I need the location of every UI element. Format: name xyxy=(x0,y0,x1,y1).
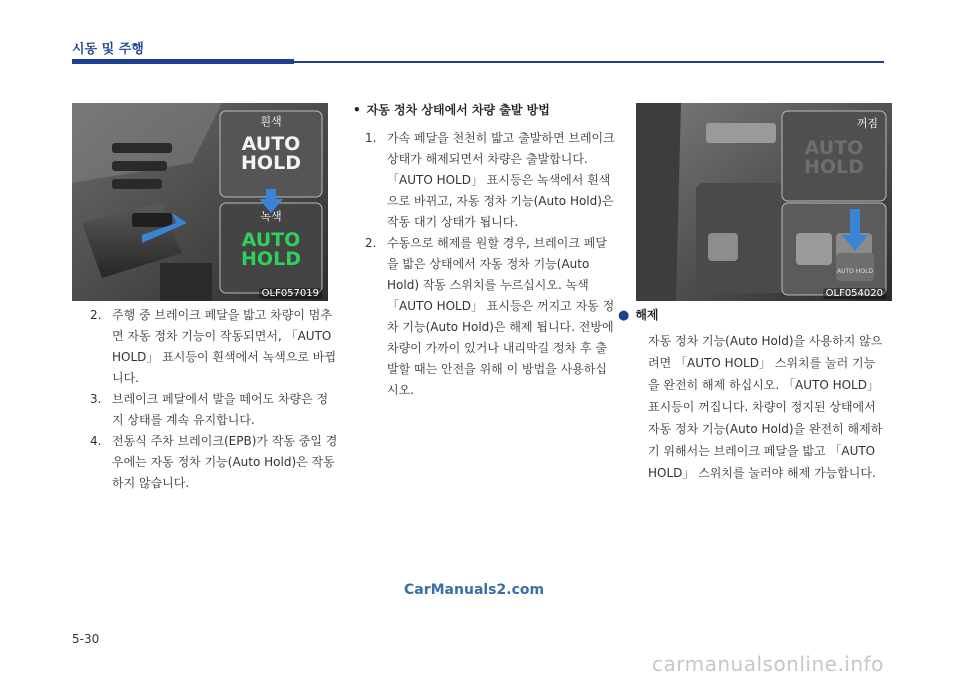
item-number: 4. xyxy=(90,434,102,448)
indicator-line-1: AUTO xyxy=(241,133,301,155)
indicator-line-1: AUTO xyxy=(241,229,301,251)
figure-code: OLF054020 xyxy=(823,288,886,299)
item-text: 전동식 주차 브레이크(EPB)가 작동 중일 경우에는 자동 정차 기능(Auto Hold)은 작동하지 않습니다. xyxy=(112,434,338,490)
indicator-line-2: HOLD xyxy=(241,248,301,270)
heading-text: 자동 정차 상태에서 차량 출발 방법 xyxy=(366,103,550,117)
item-text: 주행 중 브레이크 페달을 밟고 차량이 멈추면 자동 정차 기능이 작동되면서, 「AUTO HOLD」 표시등이 흰색에서 녹색으로 바뀝니다. xyxy=(112,308,336,385)
bullet-icon: ● xyxy=(618,308,630,323)
item-number: 2. xyxy=(365,236,377,250)
figure-auto-hold-switch-photo xyxy=(636,103,892,301)
list-item xyxy=(90,305,338,389)
figure-code: OLF057019 xyxy=(259,288,322,299)
list-item xyxy=(90,431,338,494)
heading-text: 해제 xyxy=(635,308,659,322)
auto-hold-white-indicator xyxy=(220,135,322,173)
heading-departure-method xyxy=(353,101,550,118)
bullet-icon: • xyxy=(353,103,361,117)
watermark-link[interactable]: CarManuals2.com xyxy=(404,582,545,598)
auto-hold-off-indicator xyxy=(782,139,886,177)
indicator-line-2: HOLD xyxy=(241,152,301,174)
callout-green-label: 녹색 xyxy=(260,210,282,223)
heading-release xyxy=(618,306,659,323)
steps-list-col2 xyxy=(365,128,615,401)
figure-brake-pedal-photo xyxy=(72,103,328,301)
header-rule-thick xyxy=(72,59,294,64)
item-number: 3. xyxy=(90,392,102,406)
release-paragraph: 자동 정차 기능(Auto Hold)을 사용하지 않으려면 「AUTO HOLD」 스위치를 눌러 기능을 완전히 해제 하십시오. 「AUTO HOLD」 표시등이 꺼집니다. 차량이 정지된 상태에서 자동 정차 기능(Auto Hold)을 완전히 해제하기 위해서는 브레이크 페달을 밟고 「AUTO HOLD」 스위치를 눌러야 해제 가능합니다. xyxy=(648,334,883,480)
steps-list-col1 xyxy=(90,305,338,494)
indicator-line-1: AUTO xyxy=(804,137,864,159)
list-item xyxy=(365,128,615,233)
list-item xyxy=(365,233,615,401)
list-item xyxy=(90,389,338,431)
item-number: 1. xyxy=(365,131,377,145)
indicator-line-2: HOLD xyxy=(804,156,864,178)
footer-watermark: carmanualsonline.info xyxy=(652,652,884,676)
item-text: 가속 페달을 천천히 밟고 출발하면 브레이크 상태가 해제되면서 차량은 출발합니다. 「AUTO HOLD」 표시등은 녹색에서 흰색으로 바뀌고, 자동 정차 기능(Auto Hold)은 작동 대기 상태가 됩니다. xyxy=(387,131,615,229)
callout-off-label: 꺼짐 xyxy=(856,117,878,130)
page-number: 5-30 xyxy=(72,632,100,646)
item-text: 수동으로 해제를 원할 경우, 브레이크 페달을 밟은 상태에서 자동 정차 기능(Auto Hold) 작동 스위치를 누르십시오. 녹색「AUTO HOLD」 표시등은 꺼지고 자동 정차 기능(Auto Hold)은 해제 됩니다. 전방에 차량이 가까이 있거나 내리막길 정차 후 출발할 때는 안전을 위해 이 방법을 사용하십시오. xyxy=(387,236,615,397)
section-title: 시동 및 주행 xyxy=(72,42,144,57)
auto-hold-green-indicator xyxy=(220,231,322,269)
header-rule-thin xyxy=(294,61,884,63)
callout-white-label: 흰색 xyxy=(260,115,282,128)
item-text: 브레이크 페달에서 발을 떼어도 차량은 정지 상태를 계속 유지합니다. xyxy=(112,392,329,427)
item-number: 2. xyxy=(90,308,102,322)
auto-hold-button-label: AUTO HOLD xyxy=(837,268,873,275)
